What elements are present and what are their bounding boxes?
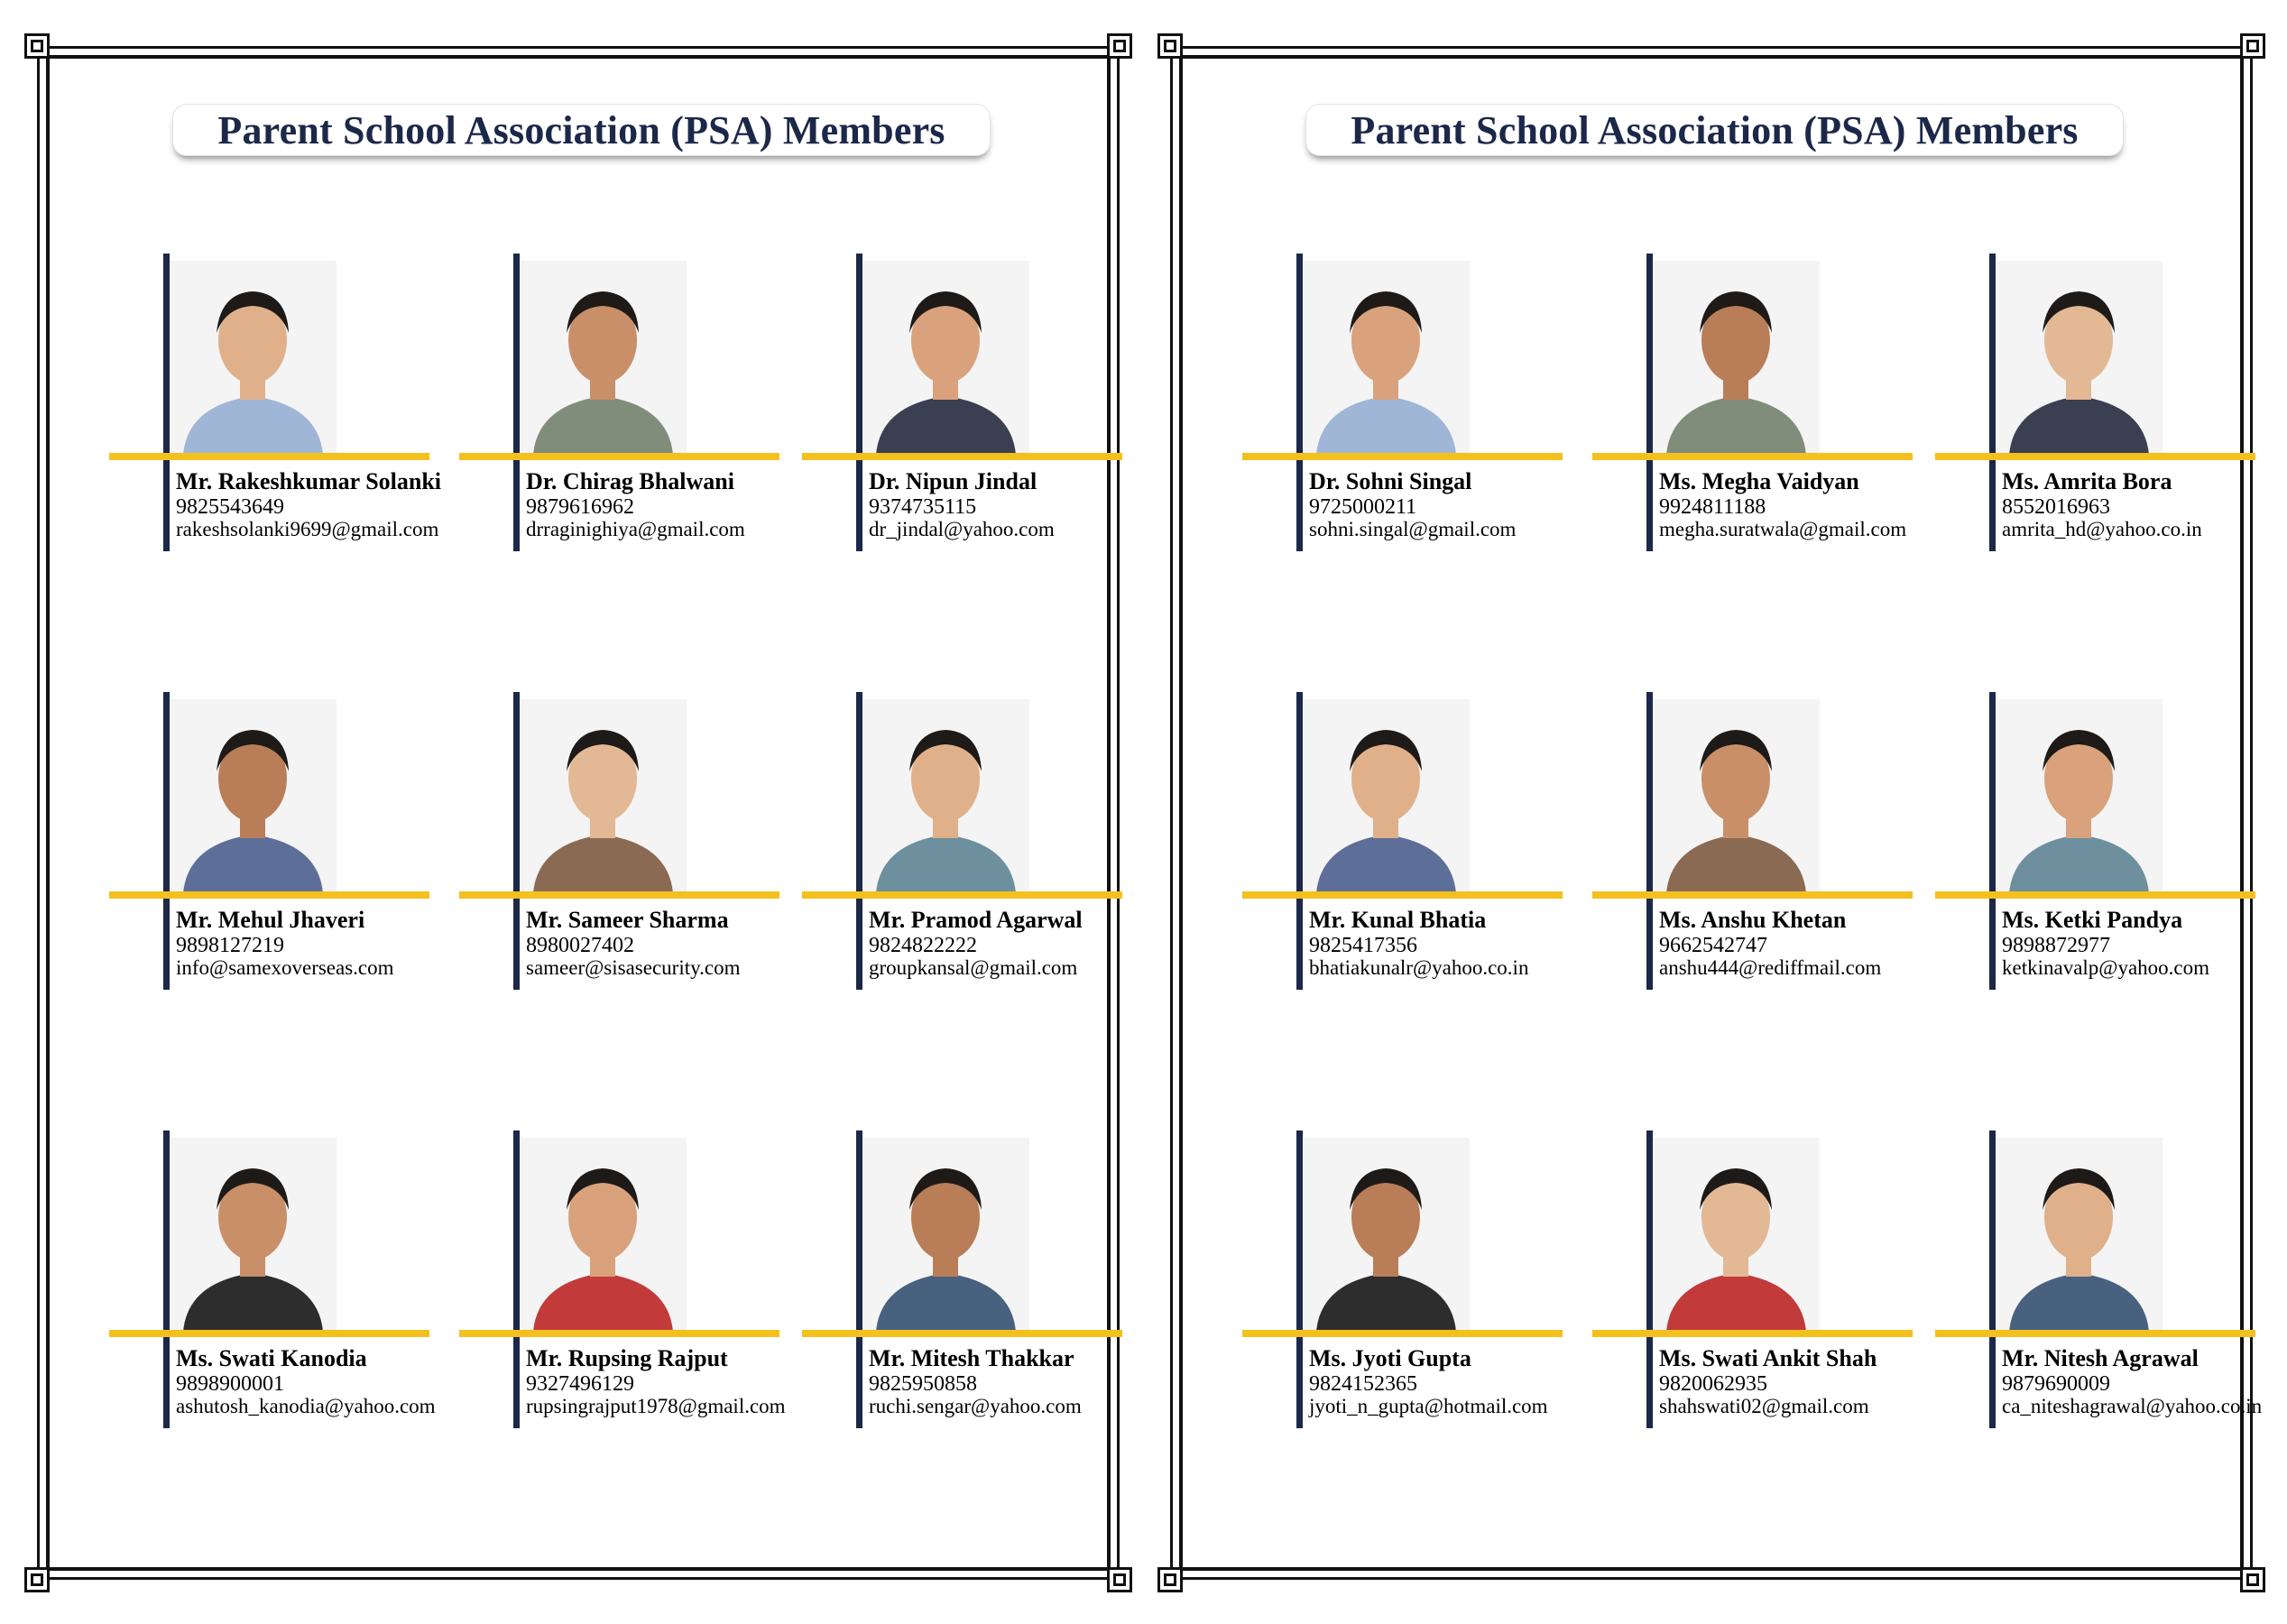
member-phone: 9825417356 (1309, 934, 1417, 957)
corner-ornament (2240, 33, 2265, 59)
member-email[interactable]: shahswati02@gmail.com (1659, 1395, 1869, 1417)
accent-bar-horizontal (1592, 891, 1913, 899)
member-photo (520, 1138, 687, 1332)
member-card (1206, 254, 1549, 551)
title-banner (172, 104, 991, 156)
member-email[interactable]: bhatiakunalr@yahoo.co.in (1309, 956, 1529, 979)
accent-bar-vertical (1296, 692, 1303, 990)
member-info (1309, 468, 1516, 540)
member-phone: 9879616962 (526, 495, 634, 519)
accent-bar-vertical (1989, 692, 1996, 990)
member-phone: 9924811188 (1659, 495, 1766, 519)
member-info (176, 907, 394, 979)
member-photo (1653, 699, 1820, 893)
member-info (1659, 468, 1906, 540)
member-photo (170, 1138, 337, 1332)
accent-bar-horizontal (802, 453, 1122, 460)
member-info (2002, 907, 2209, 979)
accent-bar-horizontal (109, 891, 429, 899)
member-info (1309, 1345, 1548, 1417)
member-name: Dr. Nipun Jindal (869, 468, 1037, 494)
member-email[interactable]: rupsingrajput1978@gmail.com (526, 1395, 786, 1417)
title-banner (1305, 104, 2124, 156)
member-photo (862, 1138, 1029, 1332)
member-card (1206, 1130, 1549, 1428)
member-name: Mr. Pramod Agarwal (869, 907, 1083, 933)
accent-bar-horizontal (459, 1330, 779, 1337)
accent-bar-vertical (1296, 1130, 1303, 1428)
member-card (423, 254, 766, 551)
accent-bar-horizontal (1935, 891, 2255, 899)
accent-bar-horizontal (1592, 1330, 1913, 1337)
member-phone: 9879690009 (2002, 1372, 2110, 1396)
member-info (869, 1345, 1082, 1417)
member-photo (862, 261, 1029, 455)
member-info (526, 907, 740, 979)
member-email[interactable]: ca_niteshagrawal@yahoo.co.in (2002, 1395, 2263, 1417)
member-info (176, 468, 441, 540)
member-name: Dr. Chirag Bhalwani (526, 468, 734, 494)
member-card (1899, 254, 2242, 551)
corner-ornament (1157, 1567, 1183, 1592)
accent-bar-vertical (1989, 1130, 1996, 1428)
member-name: Ms. Megha Vaidyan (1659, 468, 1859, 494)
member-email[interactable]: sohni.singal@gmail.com (1309, 518, 1517, 540)
accent-bar-horizontal (109, 1330, 429, 1337)
member-info (176, 1345, 436, 1417)
member-photo (1653, 261, 1820, 455)
accent-bar-vertical (513, 692, 520, 990)
member-name: Dr. Sohni Singal (1309, 468, 1472, 494)
member-phone: 9820062935 (1659, 1372, 1767, 1396)
member-email[interactable]: anshu444@rediffmail.com (1659, 956, 1882, 979)
member-phone: 9824822222 (869, 934, 977, 957)
accent-bar-horizontal (1935, 453, 2255, 460)
member-email[interactable]: info@samexoverseas.com (176, 956, 394, 979)
member-phone: 9725000211 (1309, 495, 1417, 519)
accent-bar-horizontal (459, 453, 779, 460)
page-title: Parent School Association (PSA) Members (1351, 107, 2079, 152)
accent-bar-vertical (163, 1130, 170, 1428)
member-card (1556, 1130, 1899, 1428)
member-info (526, 468, 745, 540)
accent-bar-vertical (1646, 1130, 1653, 1428)
member-phone: 9662542747 (1659, 934, 1767, 957)
member-phone: 9374735115 (869, 495, 977, 519)
member-card (766, 692, 1109, 990)
accent-bar-vertical (163, 254, 170, 551)
member-card (73, 1130, 436, 1428)
corner-ornament (1157, 33, 1183, 59)
accent-bar-vertical (1989, 254, 1996, 551)
member-name: Mr. Mehul Jhaveri (176, 907, 365, 933)
member-photo (170, 699, 337, 893)
member-info (1659, 1345, 1877, 1417)
member-email[interactable]: megha.suratwala@gmail.com (1659, 518, 1907, 540)
member-info (1659, 907, 1881, 979)
member-photo (862, 699, 1029, 893)
member-email[interactable]: rakeshsolanki9699@gmail.com (176, 518, 439, 540)
member-name: Mr. Rupsing Rajput (526, 1345, 728, 1371)
member-email[interactable]: dr_jindal@yahoo.com (869, 518, 1055, 540)
member-name: Ms. Ketki Pandya (2002, 907, 2183, 933)
corner-ornament (2240, 1567, 2265, 1592)
right-page (1170, 46, 2263, 1580)
member-card (766, 1130, 1109, 1428)
member-name: Mr. Kunal Bhatia (1309, 907, 1487, 933)
member-phone: 9327496129 (526, 1372, 634, 1396)
member-info (869, 907, 1083, 979)
member-name: Mr. Mitesh Thakkar (869, 1345, 1074, 1371)
member-photo (1303, 699, 1470, 893)
member-phone: 9825950858 (869, 1372, 977, 1396)
member-card (766, 254, 1109, 551)
member-photo (1653, 1138, 1820, 1332)
member-email[interactable]: ruchi.sengar@yahoo.com (869, 1395, 1082, 1417)
member-name: Ms. Jyoti Gupta (1309, 1345, 1471, 1371)
accent-bar-horizontal (1592, 453, 1913, 460)
member-email[interactable]: ketkinavalp@yahoo.com (2002, 956, 2210, 979)
accent-bar-vertical (163, 692, 170, 990)
member-email[interactable]: groupkansal@gmail.com (869, 956, 1078, 979)
member-card (1556, 254, 1907, 551)
accent-bar-vertical (1296, 254, 1303, 551)
member-email[interactable]: sameer@sisasecurity.com (526, 956, 741, 979)
corner-ornament (1107, 1567, 1132, 1592)
member-info (1309, 907, 1528, 979)
member-email[interactable]: amrita_hd@yahoo.co.in (2002, 518, 2202, 540)
member-info (2002, 468, 2202, 540)
member-info (2002, 1345, 2262, 1417)
accent-bar-vertical (856, 1130, 862, 1428)
member-name: Ms. Swati Ankit Shah (1659, 1345, 1877, 1371)
member-phone: 9825543649 (176, 495, 284, 519)
member-photo (1303, 1138, 1470, 1332)
accent-bar-vertical (856, 692, 862, 990)
corner-ornament (1107, 33, 1132, 59)
member-name: Ms. Anshu Khetan (1659, 907, 1847, 933)
accent-bar-horizontal (109, 453, 429, 460)
member-photo (1996, 261, 2163, 455)
member-info (869, 468, 1055, 540)
member-phone: 8980027402 (526, 934, 634, 957)
accent-bar-vertical (1646, 254, 1653, 551)
member-phone: 9898900001 (176, 1372, 284, 1396)
member-photo (1996, 699, 2163, 893)
accent-bar-horizontal (1242, 1330, 1563, 1337)
member-name: Mr. Nitesh Agrawal (2002, 1345, 2199, 1371)
member-card (1899, 1130, 2263, 1428)
member-card (1206, 692, 1549, 990)
member-phone: 8552016963 (2002, 495, 2110, 519)
accent-bar-vertical (513, 254, 520, 551)
left-page (37, 46, 1120, 1580)
accent-bar-horizontal (1935, 1330, 2255, 1337)
member-info (526, 1345, 786, 1417)
member-phone: 9898872977 (2002, 934, 2110, 957)
member-email[interactable]: drraginighiya@gmail.com (526, 518, 745, 540)
member-photo (520, 699, 687, 893)
accent-bar-horizontal (459, 891, 779, 899)
accent-bar-vertical (513, 1130, 520, 1428)
member-name: Mr. Sameer Sharma (526, 907, 729, 933)
member-email[interactable]: jyoti_n_gupta@hotmail.com (1309, 1395, 1548, 1417)
member-name: Mr. Rakeshkumar Solanki (176, 468, 442, 494)
page-title: Parent School Association (PSA) Members (217, 107, 945, 152)
accent-bar-horizontal (1242, 891, 1563, 899)
member-card (1899, 692, 2242, 990)
accent-bar-horizontal (1242, 453, 1563, 460)
member-name: Ms. Swati Kanodia (176, 1345, 367, 1371)
accent-bar-horizontal (802, 891, 1122, 899)
member-card (73, 692, 416, 990)
member-photo (170, 261, 337, 455)
member-name: Ms. Amrita Bora (2002, 468, 2172, 494)
member-card (73, 254, 442, 551)
accent-bar-horizontal (802, 1330, 1122, 1337)
corner-ornament (24, 33, 50, 59)
accent-bar-vertical (856, 254, 862, 551)
corner-ornament (24, 1567, 50, 1592)
member-card (1556, 692, 1899, 990)
member-photo (1303, 261, 1470, 455)
member-phone: 9824152365 (1309, 1372, 1417, 1396)
member-email[interactable]: ashutosh_kanodia@yahoo.com (176, 1395, 436, 1417)
member-card (423, 1130, 786, 1428)
member-photo (520, 261, 687, 455)
accent-bar-vertical (1646, 692, 1653, 990)
member-phone: 9898127219 (176, 934, 284, 957)
member-card (423, 692, 766, 990)
member-photo (1996, 1138, 2163, 1332)
